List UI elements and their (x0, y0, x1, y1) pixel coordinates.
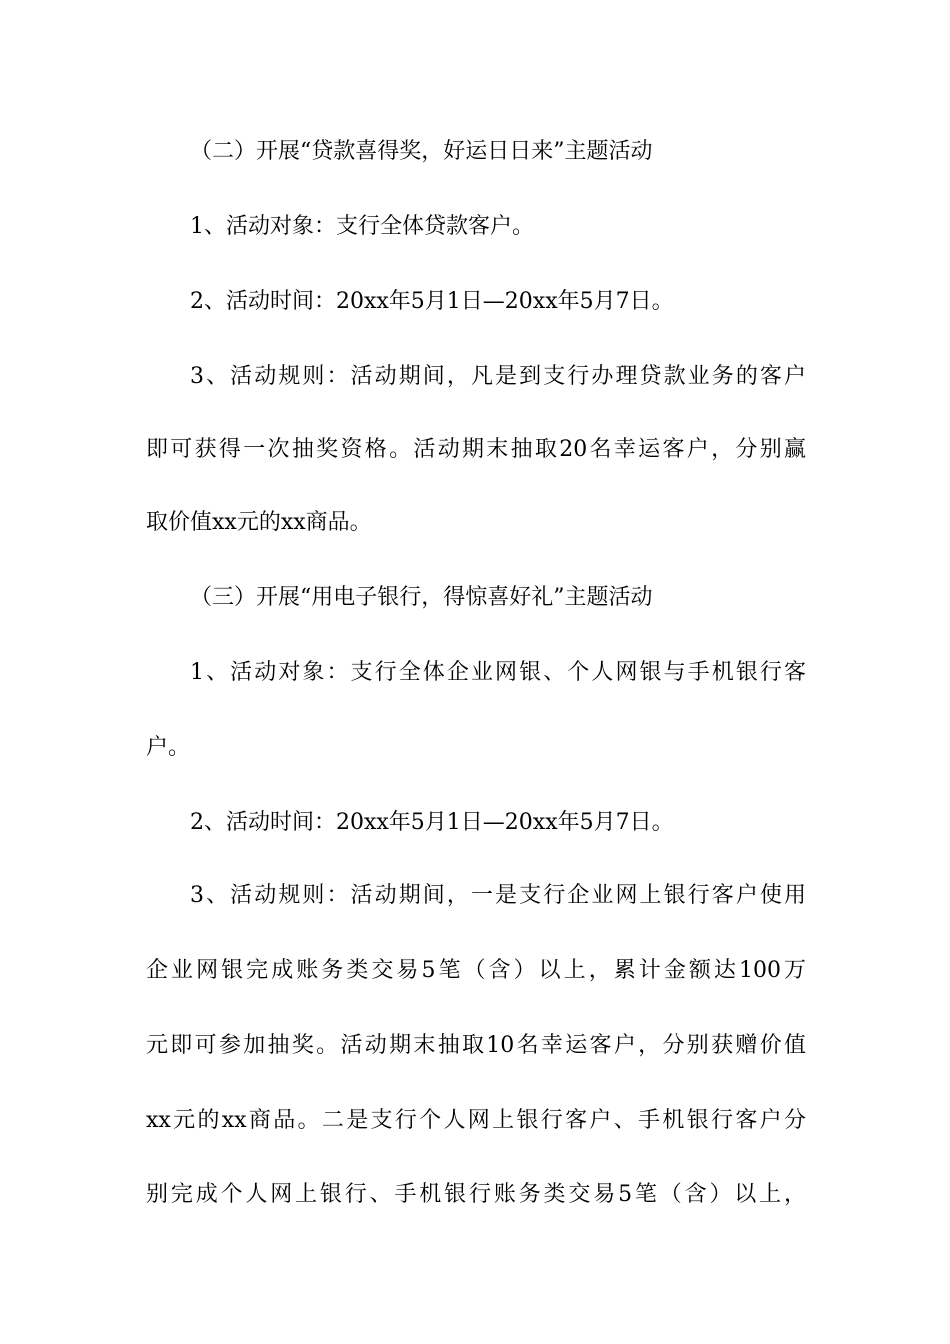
paragraph-line: 元即可参加抽奖。活动期末抽取10名幸运客户，分别获赠价值 (146, 1033, 806, 1058)
paragraph-line: 3、活动规则：活动期间，一是支行企业网上银行客户使用 (190, 883, 806, 908)
paragraph-line: 户。 (146, 735, 191, 760)
paragraph-line: 2、活动时间：20xx年5月1日—20xx年5月7日。 (190, 289, 674, 314)
paragraph-line: 2、活动时间：20xx年5月1日—20xx年5月7日。 (190, 810, 674, 835)
paragraph-line: 3、活动规则：活动期间，凡是到支行办理贷款业务的客户 (190, 364, 806, 389)
paragraph-line: 企业网银完成账务类交易5笔（含）以上，累计金额达100万 (146, 958, 806, 983)
paragraph-line: 即可获得一次抽奖资格。活动期末抽取20名幸运客户，分别赢 (146, 437, 806, 462)
paragraph-line: 别完成个人网上银行、手机银行账务类交易5笔（含）以上， (146, 1182, 806, 1207)
section-heading-2: （二）开展“贷款喜得奖，好运日日来”主题活动 (190, 139, 653, 164)
paragraph-line: xx元的xx商品。二是支行个人网上银行客户、手机银行客户分 (146, 1108, 806, 1133)
paragraph-line: 1、活动对象：支行全体贷款客户。 (190, 214, 534, 239)
paragraph-line: 1、活动对象：支行全体企业网银、个人网银与手机银行客 (190, 660, 806, 685)
paragraph-line: 取价值xx元的xx商品。 (146, 510, 372, 535)
section-heading-3: （三）开展“用电子银行，得惊喜好礼”主题活动 (190, 585, 653, 610)
